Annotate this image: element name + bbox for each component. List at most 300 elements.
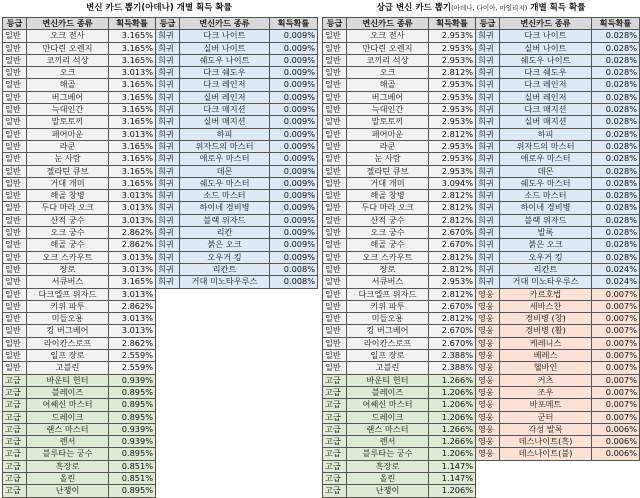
column-header: 변신카드 종류 bbox=[500, 18, 592, 30]
grade-cell: 희귀 bbox=[156, 263, 180, 275]
column-header: 변신카드 종류 bbox=[27, 18, 109, 30]
card-name-cell bbox=[500, 485, 592, 497]
probability-cell: 2.670% bbox=[429, 325, 476, 337]
probability-cell bbox=[270, 448, 318, 460]
column-header: 등급 bbox=[476, 18, 500, 30]
card-name-cell: 쉐도우 나이트 bbox=[500, 54, 592, 66]
left-probability-table bbox=[2, 17, 318, 498]
probability-cell: 2.862% bbox=[109, 337, 156, 349]
grade-cell: 희귀 bbox=[476, 42, 500, 54]
card-name-cell bbox=[180, 386, 270, 398]
column-header: 등급 bbox=[323, 18, 347, 30]
table-row bbox=[323, 313, 640, 325]
probability-cell: 3.013% bbox=[109, 190, 156, 202]
grade-cell: 일반 bbox=[323, 239, 347, 251]
probability-cell: 2.812% bbox=[429, 263, 476, 275]
probability-cell: 2.953% bbox=[429, 91, 476, 103]
card-name-cell: 하피 bbox=[500, 128, 592, 140]
table-row bbox=[3, 300, 318, 312]
probability-cell: 0.939% bbox=[109, 374, 156, 386]
probability-cell bbox=[270, 374, 318, 386]
card-name-cell bbox=[180, 448, 270, 460]
probability-cell: 2.953% bbox=[429, 30, 476, 42]
card-name-cell: 미들오용 bbox=[27, 313, 109, 325]
probability-cell: 2.812% bbox=[429, 251, 476, 263]
grade-cell: 영웅 bbox=[476, 288, 500, 300]
grade-cell: 고급 bbox=[3, 472, 27, 484]
grade-cell: 희귀 bbox=[476, 165, 500, 177]
card-name-cell: 라이칸스로프 bbox=[27, 337, 109, 349]
table-row bbox=[323, 79, 640, 91]
table-row bbox=[3, 165, 318, 177]
grade-cell: 일반 bbox=[323, 362, 347, 374]
table-row bbox=[323, 263, 640, 275]
grade-cell: 영웅 bbox=[476, 399, 500, 411]
grade-cell: 고급 bbox=[323, 386, 347, 398]
table-row bbox=[3, 485, 318, 497]
card-name-cell: 발록 bbox=[500, 227, 592, 239]
card-name-cell: 바운티 헌터 bbox=[27, 374, 109, 386]
grade-cell: 일반 bbox=[323, 288, 347, 300]
grade-cell: 고급 bbox=[323, 374, 347, 386]
card-name-cell: 흑장로 bbox=[347, 460, 429, 472]
probability-cell: 0.007% bbox=[592, 374, 640, 386]
card-name-cell: 해골 창병 bbox=[347, 190, 429, 202]
card-name-cell: 버그베어 bbox=[347, 91, 429, 103]
table-row bbox=[3, 399, 318, 411]
grade-cell: 고급 bbox=[323, 460, 347, 472]
card-name-cell: 군터 bbox=[500, 411, 592, 423]
probability-cell: 2.953% bbox=[429, 79, 476, 91]
table-row bbox=[323, 386, 640, 398]
probability-cell bbox=[592, 485, 640, 497]
column-header: 변신카드 종류 bbox=[180, 18, 270, 30]
card-name-cell bbox=[180, 399, 270, 411]
table-row bbox=[323, 300, 640, 312]
card-name-cell: 리칸 bbox=[180, 227, 270, 239]
card-name-cell: 소드 마스터 bbox=[500, 190, 592, 202]
probability-cell: 1.266% bbox=[429, 374, 476, 386]
card-name-cell: 다크엘프 위자드 bbox=[347, 288, 429, 300]
grade-cell: 희귀 bbox=[476, 104, 500, 116]
table-row bbox=[323, 374, 640, 386]
probability-cell: 2.953% bbox=[429, 116, 476, 128]
table-row bbox=[3, 227, 318, 239]
card-name-cell bbox=[180, 485, 270, 497]
probability-cell: 0.007% bbox=[592, 386, 640, 398]
card-name-cell bbox=[180, 350, 270, 362]
card-name-cell: 블루타는 궁수 bbox=[347, 448, 429, 460]
probability-cell: 3.165% bbox=[109, 30, 156, 42]
probability-cell: 0.007% bbox=[592, 337, 640, 349]
probability-cell: 0.009% bbox=[270, 202, 318, 214]
grade-cell: 희귀 bbox=[476, 67, 500, 79]
probability-cell bbox=[270, 423, 318, 435]
card-name-cell bbox=[180, 423, 270, 435]
grade-cell: 일반 bbox=[323, 165, 347, 177]
grade-cell: 일반 bbox=[323, 214, 347, 226]
grade-cell: 일반 bbox=[3, 251, 27, 263]
table-row bbox=[323, 91, 640, 103]
grade-cell: 일반 bbox=[3, 116, 27, 128]
card-name-cell: 데스나이트(흑) bbox=[500, 436, 592, 448]
card-name-cell: 오크 전사 bbox=[27, 30, 109, 42]
table-row bbox=[3, 190, 318, 202]
card-name-cell: 고블린 bbox=[27, 362, 109, 374]
card-name-cell: 일프 장로 bbox=[347, 350, 429, 362]
card-name-cell: 서큐버스 bbox=[27, 276, 109, 288]
card-name-cell: 올린 bbox=[347, 472, 429, 484]
grade-cell: 희귀 bbox=[156, 54, 180, 66]
grade-cell: 고급 bbox=[3, 386, 27, 398]
grade-cell: 일반 bbox=[3, 227, 27, 239]
grade-cell: 희귀 bbox=[156, 91, 180, 103]
grade-cell: 희귀 bbox=[476, 116, 500, 128]
column-header: 획득확률 bbox=[109, 18, 156, 30]
probability-cell: 0.895% bbox=[109, 411, 156, 423]
card-name-cell: 위자드의 마스터 bbox=[500, 140, 592, 152]
card-name-cell: 라쿤 bbox=[347, 140, 429, 152]
table-row bbox=[3, 288, 318, 300]
grade-cell: 희귀 bbox=[156, 165, 180, 177]
grade-cell bbox=[156, 423, 180, 435]
grade-cell: 영웅 bbox=[476, 411, 500, 423]
probability-cell: 2.812% bbox=[429, 288, 476, 300]
grade-cell: 일반 bbox=[3, 362, 27, 374]
card-name-cell: 실버 나이트 bbox=[180, 42, 270, 54]
table-row bbox=[3, 436, 318, 448]
table-row bbox=[323, 104, 640, 116]
probability-cell: 0.939% bbox=[109, 423, 156, 435]
probability-cell: 0.006% bbox=[592, 436, 640, 448]
grade-cell: 희귀 bbox=[156, 214, 180, 226]
grade-cell: 희귀 bbox=[476, 190, 500, 202]
table-row bbox=[323, 202, 640, 214]
table-row bbox=[3, 79, 318, 91]
grade-cell: 일반 bbox=[3, 313, 27, 325]
table-row bbox=[3, 116, 318, 128]
table-row bbox=[323, 337, 640, 349]
table-row bbox=[3, 448, 318, 460]
grade-cell: 일반 bbox=[3, 325, 27, 337]
grade-cell: 고급 bbox=[3, 436, 27, 448]
card-name-cell: 경비병 (창) bbox=[500, 313, 592, 325]
card-name-cell bbox=[500, 472, 592, 484]
card-name-cell: 말토토끼 bbox=[347, 116, 429, 128]
probability-cell: 0.028% bbox=[592, 202, 640, 214]
card-name-cell: 오크 스카우트 bbox=[27, 251, 109, 263]
card-name-cell: 페어마운 bbox=[347, 128, 429, 140]
probability-cell: 0.009% bbox=[270, 104, 318, 116]
grade-cell: 고급 bbox=[323, 472, 347, 484]
card-name-cell: 렌서 bbox=[27, 436, 109, 448]
table-row bbox=[3, 374, 318, 386]
probability-cell: 0.009% bbox=[270, 239, 318, 251]
probability-cell: 3.013% bbox=[109, 251, 156, 263]
card-name-cell bbox=[180, 325, 270, 337]
card-name-cell: 경비병 (활) bbox=[500, 325, 592, 337]
probability-cell: 1.206% bbox=[429, 399, 476, 411]
table-row bbox=[323, 67, 640, 79]
probability-cell: 0.024% bbox=[592, 263, 640, 275]
table-row bbox=[3, 423, 318, 435]
grade-cell: 희귀 bbox=[156, 227, 180, 239]
probability-cell: 0.009% bbox=[270, 251, 318, 263]
probability-cell: 0.028% bbox=[592, 177, 640, 189]
card-name-cell: 하이네 경비병 bbox=[180, 202, 270, 214]
grade-cell: 일반 bbox=[323, 263, 347, 275]
probability-cell: 3.013% bbox=[109, 67, 156, 79]
card-name-cell: 애로우 마스터 bbox=[500, 153, 592, 165]
card-name-cell: 위자드의 마스터 bbox=[180, 140, 270, 152]
table-row bbox=[3, 91, 318, 103]
probability-cell: 2.953% bbox=[429, 104, 476, 116]
table-row bbox=[323, 350, 640, 362]
probability-cell: 0.028% bbox=[592, 30, 640, 42]
card-name-cell: 렌서 bbox=[347, 436, 429, 448]
table-row bbox=[323, 325, 640, 337]
card-name-cell: 다크 나이트 bbox=[500, 30, 592, 42]
card-name-cell: 말토토끼 bbox=[27, 116, 109, 128]
grade-cell: 고급 bbox=[323, 436, 347, 448]
card-name-cell: 다크 매지션 bbox=[500, 104, 592, 116]
card-name-cell: 일프 장로 bbox=[27, 350, 109, 362]
probability-cell: 0.028% bbox=[592, 251, 640, 263]
card-name-cell: 거대 개미 bbox=[347, 177, 429, 189]
probability-cell: 1.266% bbox=[429, 436, 476, 448]
card-name-cell: 만다린 오렌지 bbox=[27, 42, 109, 54]
table-row bbox=[3, 337, 318, 349]
probability-cell: 0.008% bbox=[270, 276, 318, 288]
card-name-cell: 장로 bbox=[27, 263, 109, 275]
grade-cell: 일반 bbox=[323, 140, 347, 152]
table-row bbox=[323, 140, 640, 152]
card-name-cell: 오크 bbox=[27, 67, 109, 79]
grade-cell: 일반 bbox=[3, 54, 27, 66]
table-row bbox=[3, 202, 318, 214]
table-row bbox=[3, 313, 318, 325]
probability-cell: 0.009% bbox=[270, 116, 318, 128]
probability-cell: 0.939% bbox=[109, 436, 156, 448]
grade-cell bbox=[156, 374, 180, 386]
probability-cell: 0.028% bbox=[592, 116, 640, 128]
grade-cell bbox=[156, 386, 180, 398]
table-row bbox=[323, 214, 640, 226]
card-name-cell: 리칸트 bbox=[180, 263, 270, 275]
probability-cell: 0.009% bbox=[270, 227, 318, 239]
probability-cell: 0.009% bbox=[270, 177, 318, 189]
probability-cell: 0.895% bbox=[109, 399, 156, 411]
card-name-cell: 카르호법 bbox=[500, 288, 592, 300]
probability-cell: 3.165% bbox=[109, 153, 156, 165]
card-name-cell bbox=[180, 300, 270, 312]
grade-cell: 일반 bbox=[323, 54, 347, 66]
card-name-cell: 블레이즈 bbox=[27, 386, 109, 398]
grade-cell bbox=[156, 362, 180, 374]
table-row bbox=[323, 288, 640, 300]
probability-cell: 2.559% bbox=[109, 362, 156, 374]
card-name-cell: 오크 스카우트 bbox=[347, 251, 429, 263]
probability-cell: 3.013% bbox=[109, 325, 156, 337]
card-name-cell: 붉은 오크 bbox=[500, 239, 592, 251]
card-name-cell: 킹 버그베어 bbox=[347, 325, 429, 337]
grade-cell: 일반 bbox=[3, 165, 27, 177]
probability-cell: 0.895% bbox=[109, 485, 156, 497]
grade-cell: 희귀 bbox=[156, 190, 180, 202]
grade-cell: 희귀 bbox=[476, 153, 500, 165]
probability-cell: 0.009% bbox=[270, 79, 318, 91]
card-name-cell: 다크 매지션 bbox=[180, 104, 270, 116]
card-name-cell: 두다 마라 오크 bbox=[27, 202, 109, 214]
probability-cell: 0.009% bbox=[270, 140, 318, 152]
card-name-cell: 쉐도우 마스터 bbox=[500, 177, 592, 189]
probability-cell: 0.008% bbox=[270, 263, 318, 275]
probability-cell: 3.165% bbox=[109, 54, 156, 66]
probability-cell: 0.009% bbox=[270, 54, 318, 66]
card-name-cell: 라이칸스로프 bbox=[347, 337, 429, 349]
probability-cell: 0.028% bbox=[592, 239, 640, 251]
card-name-cell: 데스나이트(불) bbox=[500, 448, 592, 460]
grade-cell: 일반 bbox=[323, 104, 347, 116]
grade-cell: 영웅 bbox=[476, 423, 500, 435]
grade-cell: 일반 bbox=[323, 190, 347, 202]
grade-cell: 희귀 bbox=[476, 227, 500, 239]
grade-cell: 일반 bbox=[323, 227, 347, 239]
grade-cell: 고급 bbox=[3, 399, 27, 411]
grade-cell: 일반 bbox=[323, 202, 347, 214]
right-sheet-title: 상급 변신 카드 뽑기(아데나, 다이아, 마일리지) 개별 획득 확률 bbox=[376, 3, 586, 13]
grade-cell: 일반 bbox=[3, 42, 27, 54]
card-name-cell bbox=[180, 411, 270, 423]
grade-cell: 고급 bbox=[3, 411, 27, 423]
card-name-cell: 키위 파투 bbox=[27, 300, 109, 312]
probability-cell: 2.812% bbox=[429, 190, 476, 202]
grade-cell bbox=[156, 313, 180, 325]
probability-cell: 3.165% bbox=[109, 140, 156, 152]
card-name-cell: 고블린 bbox=[347, 362, 429, 374]
card-name-cell: 흑장로 bbox=[27, 460, 109, 472]
grade-cell: 영웅 bbox=[476, 325, 500, 337]
probability-cell bbox=[270, 350, 318, 362]
probability-cell: 3.165% bbox=[109, 116, 156, 128]
card-name-cell: 오우거 킹 bbox=[500, 251, 592, 263]
probability-cell: 1.206% bbox=[429, 411, 476, 423]
probability-cell: 3.013% bbox=[109, 128, 156, 140]
probability-cell: 0.009% bbox=[270, 165, 318, 177]
grade-cell: 일반 bbox=[3, 202, 27, 214]
card-name-cell: 데몬 bbox=[180, 165, 270, 177]
grade-cell: 영웅 bbox=[476, 448, 500, 460]
card-name-cell: 거대 미노타우루스 bbox=[500, 276, 592, 288]
right-sheet bbox=[322, 0, 640, 496]
grade-cell: 일반 bbox=[323, 325, 347, 337]
table-row bbox=[3, 30, 318, 42]
grade-cell bbox=[476, 485, 500, 497]
table-row bbox=[323, 485, 640, 497]
table-row bbox=[323, 239, 640, 251]
probability-cell: 3.013% bbox=[109, 313, 156, 325]
card-name-cell: 눈 사람 bbox=[27, 153, 109, 165]
grade-cell bbox=[156, 288, 180, 300]
card-name-cell: 랜스 마스터 bbox=[347, 423, 429, 435]
probability-cell: 0.028% bbox=[592, 79, 640, 91]
table-row bbox=[3, 214, 318, 226]
grade-cell: 희귀 bbox=[476, 54, 500, 66]
column-header: 획득확률 bbox=[429, 18, 476, 30]
card-name-cell: 오크 궁수 bbox=[347, 227, 429, 239]
card-name-cell: 실버 매지션 bbox=[500, 116, 592, 128]
card-name-cell: 드레이크 bbox=[347, 411, 429, 423]
table-row bbox=[3, 54, 318, 66]
grade-cell bbox=[156, 448, 180, 460]
table-row bbox=[323, 276, 640, 288]
grade-cell: 희귀 bbox=[156, 140, 180, 152]
card-name-cell: 젤라틴 큐브 bbox=[347, 165, 429, 177]
probability-cell: 3.013% bbox=[109, 202, 156, 214]
grade-cell: 일반 bbox=[323, 30, 347, 42]
probability-cell bbox=[270, 300, 318, 312]
card-name-cell: 실버 나이트 bbox=[500, 42, 592, 54]
card-name-cell: 늑대인간 bbox=[347, 104, 429, 116]
grade-cell: 일반 bbox=[323, 276, 347, 288]
probability-cell: 2.670% bbox=[429, 239, 476, 251]
grade-cell: 희귀 bbox=[156, 177, 180, 189]
card-name-cell: 베레스 bbox=[500, 350, 592, 362]
card-name-cell: 블루타는 궁수 bbox=[27, 448, 109, 460]
card-name-cell: 해골 bbox=[27, 79, 109, 91]
card-name-cell: 블랙 위자드 bbox=[180, 214, 270, 226]
grade-cell: 일반 bbox=[3, 190, 27, 202]
table-row bbox=[323, 153, 640, 165]
probability-cell: 3.013% bbox=[109, 263, 156, 275]
probability-cell: 0.007% bbox=[592, 288, 640, 300]
card-name-cell: 해골 궁수 bbox=[27, 239, 109, 251]
card-name-cell: 거대 미노타우루스 bbox=[180, 276, 270, 288]
table-row bbox=[3, 362, 318, 374]
probability-cell: 0.028% bbox=[592, 153, 640, 165]
grade-cell: 고급 bbox=[323, 399, 347, 411]
probability-cell: 0.028% bbox=[592, 165, 640, 177]
grade-cell: 고급 bbox=[323, 448, 347, 460]
grade-cell: 일반 bbox=[3, 128, 27, 140]
probability-cell: 0.009% bbox=[270, 30, 318, 42]
probability-cell: 3.165% bbox=[109, 165, 156, 177]
card-name-cell: 각성 발록 bbox=[500, 423, 592, 435]
card-name-cell: 다크 레인저 bbox=[180, 79, 270, 91]
grade-cell: 일반 bbox=[323, 79, 347, 91]
probability-cell: 2.953% bbox=[429, 140, 476, 152]
card-name-cell bbox=[180, 374, 270, 386]
grade-cell: 희귀 bbox=[476, 276, 500, 288]
grade-cell: 희귀 bbox=[476, 251, 500, 263]
probability-cell: 0.009% bbox=[270, 153, 318, 165]
grade-cell: 일반 bbox=[323, 313, 347, 325]
grade-cell: 영웅 bbox=[476, 350, 500, 362]
probability-cell: 2.559% bbox=[109, 350, 156, 362]
probability-cell: 1.206% bbox=[429, 485, 476, 497]
card-name-cell: 라쿤 bbox=[27, 140, 109, 152]
grade-cell bbox=[156, 436, 180, 448]
grade-cell: 일반 bbox=[3, 91, 27, 103]
grade-cell: 일반 bbox=[3, 140, 27, 152]
probability-cell: 0.028% bbox=[592, 214, 640, 226]
probability-cell: 0.851% bbox=[109, 460, 156, 472]
probability-cell: 2.812% bbox=[429, 128, 476, 140]
card-name-cell: 산적 궁수 bbox=[27, 214, 109, 226]
grade-cell: 고급 bbox=[3, 485, 27, 497]
grade-cell: 희귀 bbox=[156, 116, 180, 128]
probability-cell: 0.006% bbox=[592, 423, 640, 435]
